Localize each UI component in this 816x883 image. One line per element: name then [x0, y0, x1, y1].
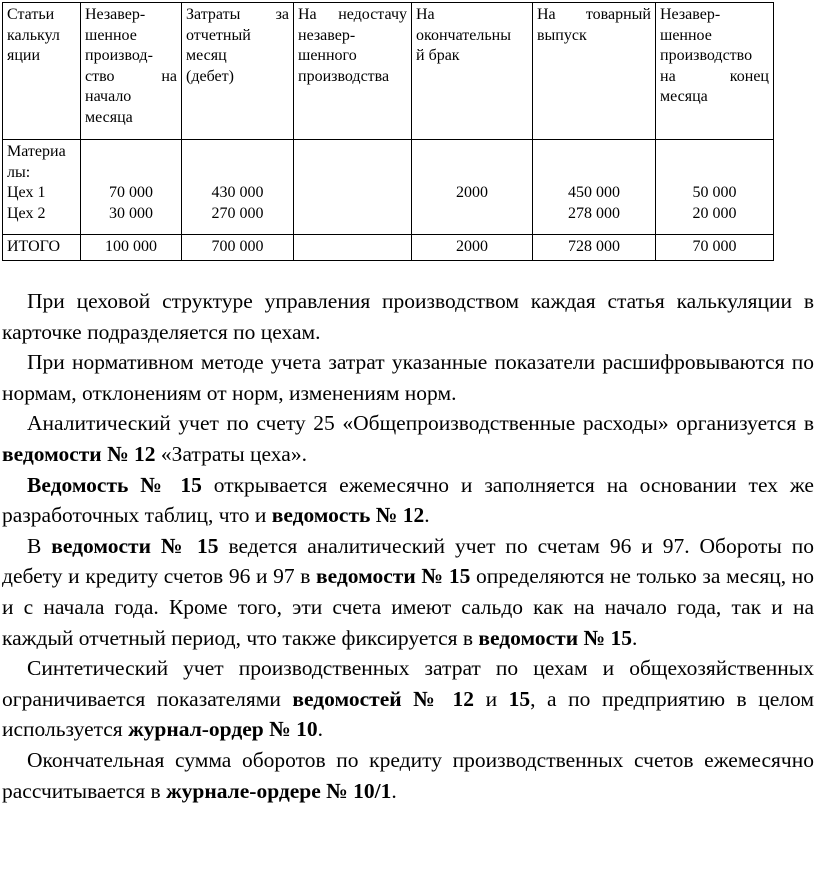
total-row	[3, 235, 774, 261]
bold-term: ведомости № 15	[51, 533, 219, 558]
bold-term: журнале-ордере № 10/1	[166, 778, 392, 803]
text-run: «Затраты цеха».	[155, 441, 307, 466]
body-text	[2, 286, 814, 806]
text-run: , а по предприятию в целом используется	[2, 686, 814, 742]
header-cell-shortage: На недостачу незавер- шенного производства	[294, 3, 412, 140]
bold-term: ведомости № 15	[316, 564, 471, 589]
bold-term: ведомостей № 12	[292, 686, 475, 711]
total-output: 728 000	[533, 235, 656, 261]
total-wip-end: 70 000	[656, 235, 774, 261]
text-run: .	[424, 503, 430, 528]
paragraph	[2, 745, 814, 806]
cell-wip-end: 50 000 20 000	[656, 140, 774, 235]
bold-term: Ведомость № 15	[27, 472, 202, 497]
bold-term: ведомости № 15	[478, 625, 632, 650]
cell-wip-start: 70 000 30 000	[81, 140, 182, 235]
text-run: ведется аналитический учет по счетам 96 и 97. Обороты по дебету и кредиту счетов 96 и 97 в	[2, 533, 814, 589]
cell-output: 450 000 278 000	[533, 140, 656, 235]
bold-term: ведомости № 12	[2, 441, 156, 466]
text-run: При нормативном методе учета затрат указанные показатели расшифровываются по нормам, отклонениям от норм, изменениям норм.	[2, 350, 814, 405]
text-run: Окончательная сумма оборотов по кредиту производственных счетов ежемесячно рассчитывается в	[2, 747, 814, 803]
text-run: Аналитический учет по счету 25 «Общепроизводственные расходы» организуется в	[27, 411, 814, 436]
paragraph	[2, 653, 814, 745]
text-run: .	[391, 778, 397, 803]
bold-term: 15	[508, 686, 531, 711]
header-cell-articles: Статьи калькул яции	[3, 3, 81, 140]
row-label-materials: Материа лы: Цех 1 Цех 2	[3, 140, 81, 235]
materials-row	[3, 140, 774, 235]
header-cell-wip-end: Незавер- шенное производство на конец месяца	[656, 3, 774, 140]
text-run: и	[474, 686, 509, 711]
paragraph	[2, 286, 814, 347]
cell-costs: 430 000 270 000	[182, 140, 294, 235]
text-run: определяются не только за месяц, но и с начала года. Кроме того, эти счета имеют сальдо как на начало года, так и на каждый отчетный период, что также фиксируется в	[2, 564, 814, 650]
total-defect: 2000	[412, 235, 533, 261]
text-run: .	[317, 717, 323, 742]
header-cell-costs: Затраты за отчетный месяц (дебет)	[182, 3, 294, 140]
text-run: Синтетический учет производственных затрат по цехам и общехозяйственных ограничивается показателями	[2, 656, 814, 711]
header-cell-wip-start: Незавер- шенное производ- ство на начало месяца	[81, 3, 182, 140]
header-row	[3, 3, 774, 140]
total-label: ИТОГО	[3, 235, 81, 261]
paragraph	[2, 347, 814, 408]
total-costs: 700 000	[182, 235, 294, 261]
bold-term: журнал-ордер № 10	[128, 717, 318, 742]
paragraph	[2, 408, 814, 469]
text-run: В	[27, 533, 52, 558]
header-cell-output: На товарный выпуск	[533, 3, 656, 140]
header-cell-defect: На окончательны й брак	[412, 3, 533, 140]
cell-defect: 2000	[412, 140, 533, 235]
text-run: .	[631, 625, 638, 650]
total-wip-start: 100 000	[81, 235, 182, 261]
bold-term: ведомость № 12	[271, 503, 425, 528]
text-run: открывается ежемесячно и заполняется на основании тех же разработочных таблиц, что и	[2, 472, 814, 528]
text-run: При цеховой структуре управления производством каждая статья калькуляции в карточке подразделяется по цехам.	[2, 289, 814, 344]
total-shortage	[294, 235, 412, 261]
calculation-table	[2, 2, 774, 261]
paragraph	[2, 470, 814, 531]
cell-shortage	[294, 140, 412, 235]
paragraph	[2, 531, 814, 653]
